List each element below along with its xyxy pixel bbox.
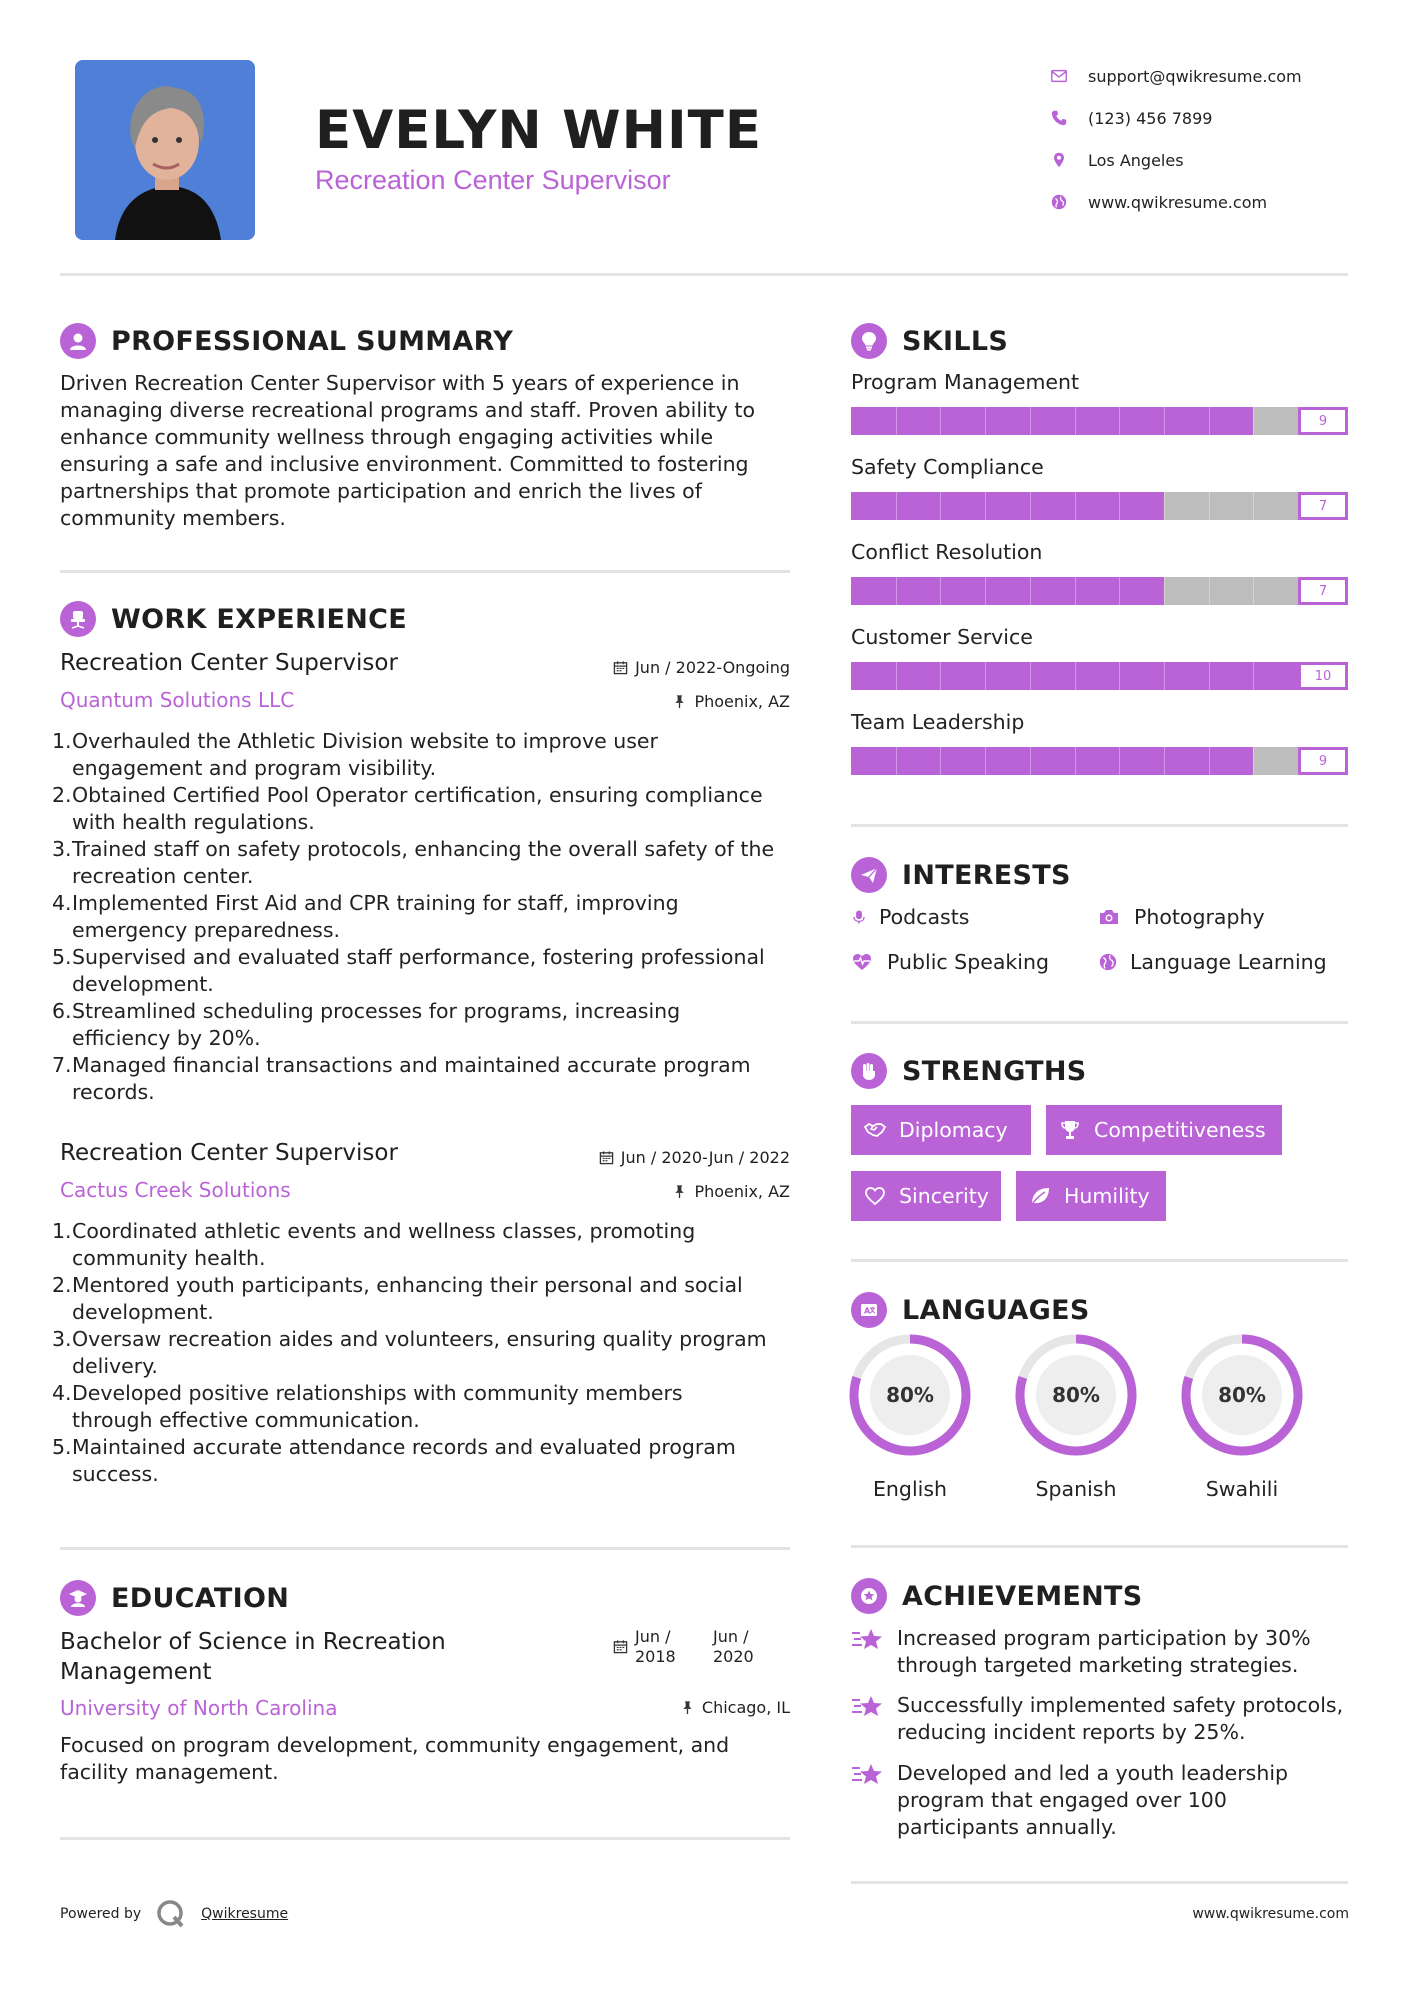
calendar-icon: [613, 660, 628, 675]
skill-bar-segment: [985, 407, 986, 435]
globe-icon: [1098, 951, 1118, 973]
skill-bar-segment: [940, 662, 941, 690]
skill-bar-segment: [940, 407, 941, 435]
skill-bar-segment: [985, 577, 986, 605]
school-name: University of North Carolina: [60, 1696, 338, 1720]
contact-email-text: support@qwikresume.com: [1088, 66, 1302, 86]
skill-bar-fill: [851, 407, 1253, 435]
language-percent-label: 80%: [1052, 1383, 1100, 1407]
summary-line: ensuring a safe and inclusive environment. Committed to fostering: [60, 452, 749, 476]
language-ring: [848, 1333, 972, 1457]
contact-website-text: www.qwikresume.com: [1088, 192, 1268, 212]
skills-heading: [851, 323, 1008, 359]
skill-bar-segment: [985, 492, 986, 520]
skill-name: Safety Compliance: [851, 455, 1044, 479]
work-divider: [60, 1547, 790, 1550]
handshake-icon: [863, 1118, 887, 1142]
pushpin-icon: [680, 1700, 695, 1715]
education-title: EDUCATION: [111, 1582, 290, 1614]
degree-title: Bachelor of Science in Recreation Management: [60, 1629, 446, 1685]
skill-bar-segment: [1119, 577, 1120, 605]
summary-text: [60, 370, 800, 532]
skill-bar: [851, 662, 1348, 690]
education-dates: Jun / 2018 Jun / 2020: [613, 1627, 763, 1667]
skill-bar-fill: [851, 492, 1164, 520]
strength-tag: Diplomacy: [851, 1105, 1031, 1155]
skill-bar-segment: [1119, 662, 1120, 690]
strengths-divider: [851, 1259, 1348, 1262]
education-description: Focused on program development, community engagement, and facility management.: [60, 1733, 730, 1784]
language-percent-label: 80%: [886, 1383, 934, 1407]
pushpin-icon: [672, 1184, 687, 1199]
skill-name: Conflict Resolution: [851, 540, 1043, 564]
contact-website[interactable]: [1050, 181, 1370, 223]
trophy-icon: [1058, 1118, 1082, 1142]
interest-item: Photography: [1098, 905, 1265, 929]
skill-bar-fill: [851, 662, 1348, 690]
summary-line: partnerships that promote participation and enrich the lives of: [60, 479, 702, 503]
skill-score: 7: [1298, 492, 1348, 520]
job-company: Quantum Solutions LLC: [60, 688, 295, 712]
achievements-divider: [851, 1881, 1348, 1884]
skill-bar-segment: [896, 577, 897, 605]
contact-phone[interactable]: [1050, 97, 1370, 139]
skill-bar-segment: [896, 747, 897, 775]
skill-bar-segment: [1209, 492, 1210, 520]
achievement-item: Developed and led a youth leadership program that engaged over 100 participants annually.: [851, 1760, 1288, 1841]
skill-bar-segment: [1075, 407, 1076, 435]
skill-bar: [851, 577, 1348, 605]
skill-bar-segment: [1253, 407, 1254, 435]
achievements-title: ACHIEVEMENTS: [902, 1580, 1143, 1612]
language-item: [845, 1333, 975, 1501]
lightbulb-icon: [851, 323, 887, 359]
job-dates-text: Jun / 2022-Ongoing: [635, 658, 790, 677]
achievement-item: Successfully implemented safety protocols, reducing incident reports by 25%.: [851, 1692, 1343, 1746]
job-dates: [599, 1148, 790, 1167]
microphone-icon: [851, 906, 867, 928]
candidate-name: EVELYN WHITE: [315, 100, 763, 161]
qwikresume-link[interactable]: Qwikresume: [201, 1906, 289, 1922]
job-company: Cactus Creek Solutions: [60, 1178, 291, 1202]
strength-tag: Humility: [1016, 1171, 1166, 1221]
svg-text:A: A: [864, 1306, 871, 1316]
skill-score: 9: [1298, 747, 1348, 775]
skill-bar-segment: [1030, 662, 1031, 690]
shooting-star-icon: [851, 1760, 885, 1790]
language-item: [1177, 1333, 1307, 1501]
skill-bar-segment: [896, 662, 897, 690]
interests-heading: [851, 857, 1071, 893]
skills-divider: [851, 824, 1348, 827]
job-bullets: [52, 728, 800, 1106]
education-heading: [60, 1580, 289, 1616]
skill-name: Program Management: [851, 370, 1080, 394]
language-ring: [1014, 1333, 1138, 1457]
shooting-star-icon: [851, 1692, 885, 1722]
skill-bar-fill: [851, 577, 1164, 605]
summary-line: enhance community wellness through engaging activities while: [60, 425, 714, 449]
achievements-heading: [851, 1578, 1143, 1614]
skill-bar-segment: [1164, 407, 1165, 435]
list-item: 4. Developed positive relationships with community members through effective communication.: [52, 1381, 683, 1432]
skill-bar-segment: [985, 747, 986, 775]
map-pin-icon: [1050, 151, 1068, 169]
heart-icon: [863, 1184, 887, 1208]
job-title: Recreation Center Supervisor: [60, 1140, 398, 1166]
skill-bar-segment: [1209, 407, 1210, 435]
award-star-icon: [851, 1578, 887, 1614]
languages-title: LANGUAGES: [902, 1294, 1090, 1326]
leaf-icon: [1028, 1184, 1052, 1208]
graduate-icon: [60, 1580, 96, 1616]
skill-bar-segment: [1030, 492, 1031, 520]
skill-name: Team Leadership: [851, 710, 1025, 734]
skill-bar-segment: [1209, 747, 1210, 775]
education-location-text: Chicago, IL: [701, 1698, 790, 1717]
strengths-title: STRENGTHS: [902, 1055, 1087, 1087]
language-name: Swahili: [1205, 1477, 1279, 1501]
contact-location: [1050, 139, 1370, 181]
list-item: 7. Managed financial transactions and maintained accurate program records.: [52, 1053, 751, 1104]
summary-line: community members.: [60, 506, 286, 530]
summary-heading: [60, 323, 513, 359]
skill-score: 9: [1298, 407, 1348, 435]
skill-bar: [851, 407, 1348, 435]
skill-bar-segment: [985, 662, 986, 690]
interest-item: Podcasts: [851, 905, 969, 929]
summary-line: Driven Recreation Center Supervisor with 5 years of experience in: [60, 371, 740, 395]
skill-bar-segment: [1253, 662, 1254, 690]
job-location-text: Phoenix, AZ: [694, 692, 790, 711]
skill-score: 10: [1298, 662, 1348, 690]
pushpin-icon: [672, 694, 687, 709]
job-bullets: [52, 1218, 800, 1488]
list-item: 5. Maintained accurate attendance records and evaluated program success.: [52, 1435, 736, 1486]
calendar-icon: [613, 1639, 628, 1654]
translate-icon: [851, 1292, 887, 1328]
skills-title: SKILLS: [902, 325, 1009, 357]
achievement-item: Increased program participation by 30% through targeted marketing strategies.: [851, 1625, 1311, 1679]
skill-bar-segment: [1164, 747, 1165, 775]
skill-bar-segment: [1075, 747, 1076, 775]
list-item: 4. Implemented First Aid and CPR training for staff, improving emergency preparedness.: [52, 891, 679, 942]
calendar-icon: [599, 1150, 614, 1165]
strength-tag: Sincerity: [851, 1171, 1001, 1221]
shooting-star-icon: [851, 1625, 885, 1655]
contact-phone-text: (123) 456 7899: [1088, 108, 1213, 128]
skill-bar-segment: [1119, 747, 1120, 775]
summary-title: PROFESSIONAL SUMMARY: [111, 325, 514, 357]
skill-bar-segment: [1075, 662, 1076, 690]
list-item: 3. Oversaw recreation aides and volunteers, ensuring quality program delivery.: [52, 1327, 767, 1378]
skill-bar-segment: [1075, 492, 1076, 520]
languages-divider: [851, 1545, 1348, 1548]
skill-bar-segment: [1119, 407, 1120, 435]
skill-bar-segment: [1209, 577, 1210, 605]
footer-powered-by: [60, 1898, 288, 1930]
header-divider: [60, 273, 1348, 276]
job-title: Recreation Center Supervisor: [60, 650, 398, 676]
office-chair-icon: [60, 601, 96, 637]
list-item: 2. Obtained Certified Pool Operator certification, ensuring compliance with health regulations.: [52, 783, 763, 834]
language-percent-label: 80%: [1218, 1383, 1266, 1407]
job-dates-text: Jun / 2020-Jun / 2022: [620, 1148, 790, 1167]
list-item: 2. Mentored youth participants, enhancing their personal and social development.: [52, 1273, 743, 1324]
work-heading: [60, 601, 407, 637]
qwikresume-logo-icon: [155, 1898, 187, 1930]
list-item: 6. Streamlined scheduling processes for programs, increasing efficiency by 20%.: [52, 999, 681, 1050]
skill-bar-segment: [1075, 577, 1076, 605]
skill-bar-segment: [1164, 492, 1165, 520]
skill-bar-segment: [940, 577, 941, 605]
list-item: 5. Supervised and evaluated staff performance, fostering professional development.: [52, 945, 765, 996]
strengths-heading: [851, 1053, 1087, 1089]
envelope-icon: [1050, 67, 1068, 85]
job-location: [672, 692, 790, 711]
skill-bar-segment: [896, 492, 897, 520]
skill-bar-segment: [1209, 662, 1210, 690]
skill-bar-segment: [896, 407, 897, 435]
list-item: 1. Coordinated athletic events and wellness classes, promoting community health.: [52, 1219, 696, 1270]
paper-plane-icon: [851, 857, 887, 893]
skill-bar-segment: [1253, 492, 1254, 520]
powered-by-text: Powered by: [60, 1906, 142, 1922]
footer-website[interactable]: www.qwikresume.com: [1192, 1906, 1349, 1922]
skill-bar-segment: [1119, 492, 1120, 520]
list-item: 3. Trained staff on safety protocols, enhancing the overall safety of the recreation center.: [52, 837, 775, 888]
language-ring: [1180, 1333, 1304, 1457]
skill-bar-segment: [1030, 407, 1031, 435]
globe-icon: [1050, 193, 1068, 211]
skill-bar-segment: [940, 492, 941, 520]
heart-pulse-icon: [851, 951, 873, 973]
skill-bar-segment: [1030, 747, 1031, 775]
education-location: [680, 1698, 790, 1717]
contact-info: [1050, 55, 1370, 223]
user-icon: [60, 323, 96, 359]
skill-bar: [851, 492, 1348, 520]
profile-photo: [75, 60, 255, 240]
skill-score: 7: [1298, 577, 1348, 605]
skill-bar-segment: [1253, 747, 1254, 775]
skill-bar-segment: [1253, 577, 1254, 605]
job-location: [672, 1182, 790, 1201]
skill-bar: [851, 747, 1348, 775]
summary-divider: [60, 570, 790, 573]
interests-title: INTERESTS: [902, 859, 1071, 891]
candidate-title: Recreation Center Supervisor: [315, 165, 671, 195]
interests-divider: [851, 1021, 1348, 1024]
list-item: 1. Overhauled the Athletic Division website to improve user engagement and program visibility.: [52, 729, 658, 780]
job-location-text: Phoenix, AZ: [694, 1182, 790, 1201]
education-divider: [60, 1837, 790, 1840]
job-dates: [613, 658, 790, 677]
contact-location-text: Los Angeles: [1088, 150, 1184, 170]
strength-tag: Competitiveness: [1046, 1105, 1282, 1155]
skill-bar-segment: [940, 747, 941, 775]
skill-bar-fill: [851, 747, 1253, 775]
camera-icon: [1098, 906, 1120, 928]
interest-item: Public Speaking: [851, 950, 1049, 974]
phone-icon: [1050, 109, 1068, 127]
language-name: English: [872, 1477, 948, 1501]
language-name: Spanish: [1035, 1477, 1117, 1501]
interest-item: Language Learning: [1098, 950, 1327, 974]
summary-line: managing diverse recreational programs and staff. Proven ability to: [60, 398, 755, 422]
work-title: WORK EXPERIENCE: [111, 603, 407, 635]
skill-name: Customer Service: [851, 625, 1033, 649]
skill-bar-segment: [1164, 662, 1165, 690]
languages-heading: [851, 1292, 1090, 1328]
contact-email[interactable]: [1050, 55, 1370, 97]
language-item: [1011, 1333, 1141, 1501]
skill-bar-segment: [1164, 577, 1165, 605]
raised-fist-icon: [851, 1053, 887, 1089]
skill-bar-segment: [1030, 577, 1031, 605]
